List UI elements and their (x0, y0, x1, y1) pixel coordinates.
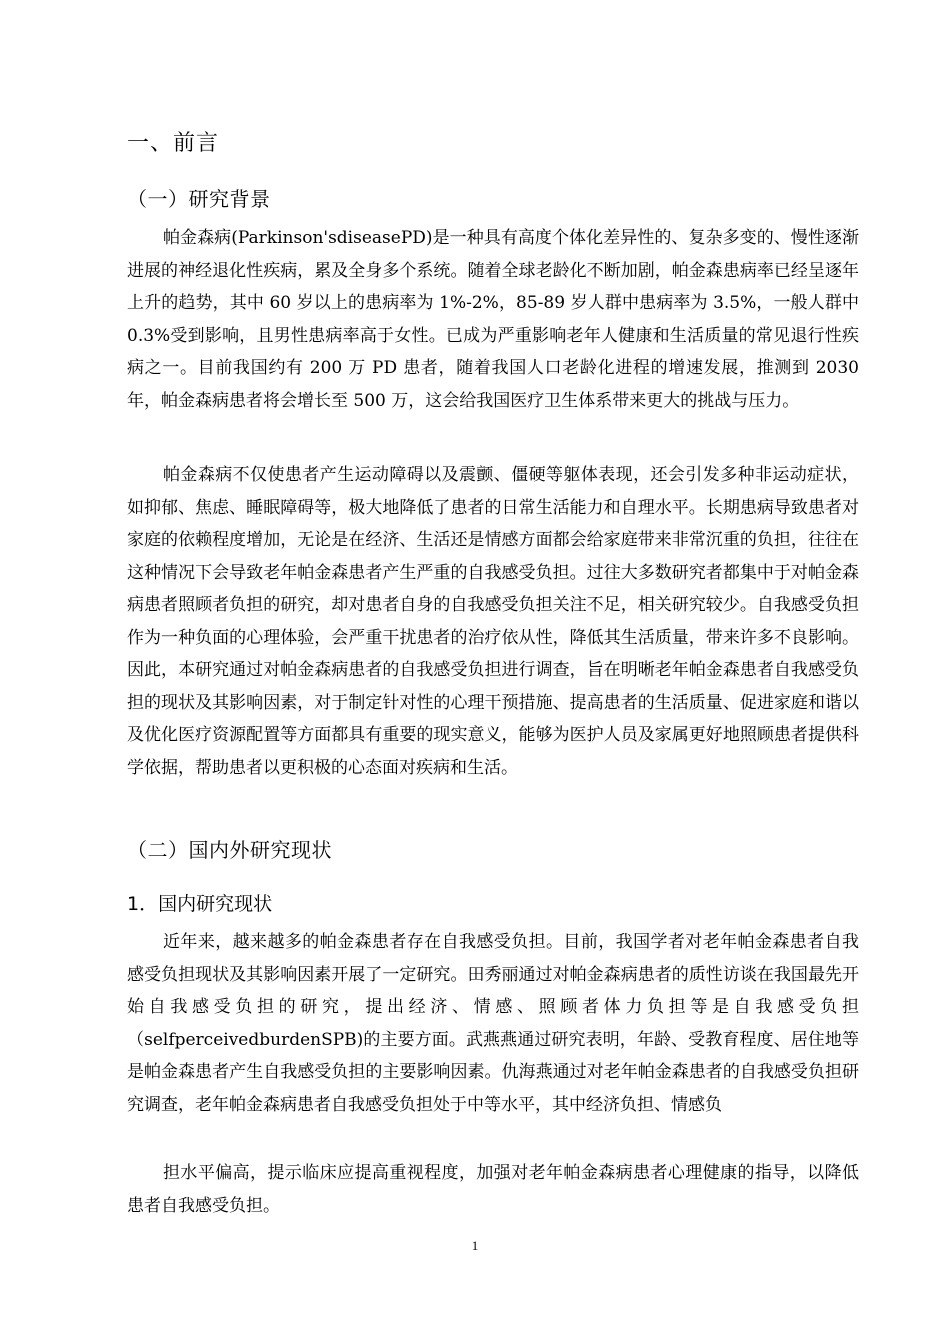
subsubsection-heading-domestic-status: 1．国内研究现状 (127, 893, 273, 915)
section-heading-preface: 一、前言 (127, 131, 220, 156)
paragraph-domestic-2: 担水平偏高，提示临床应提高重视程度，加强对老年帕金森病患者心理健康的指导，以降低患者自我感受负担。 (127, 1163, 859, 1216)
paragraph-background-2: 帕金森病不仅使患者产生运动障碍以及震颤、僵硬等躯体表现，还会引发多种非运动症状，如抑郁、焦虑、睡眠障碍等，极大地降低了患者的日常生活能力和自理水平。长期患病导致患者对家庭的依赖程度增加，无论是在经济、生活还是情感方面都会给家庭带来非常沉重的负担，往往在这种情况下会导致老年帕金森患者产生严重的自我感受负担。过往大多数研究者都集中于对帕金森病患者照顾者负担的研究，却对患者自身的自我感受负担关注不足，相关研究较少。自我感受负担作为一种负面的心理体验，会严重干扰患者的治疗依从性，降低其生活质量，带来许多不良影响。因此，本研究通过对帕金森病患者的自我感受负担进行调查，旨在明晰老年帕金森患者自我感受负担的现状及其影响因素，对于制定针对性的心理干预措施、提高患者的生活质量、促进家庭和谐以及优化医疗资源配置等方面都具有重要的现实意义，能够为医护人员及家属更好地照顾患者提供科学依据，帮助患者以更积极的心态面对疾病和生活。 (127, 465, 859, 778)
subsection-heading-research-background: （一）研究背景 (127, 187, 271, 211)
paragraph-domestic-1: 近年来，越来越多的帕金森患者存在自我感受负担。目前，我国学者对老年帕金森患者自我感受负担现状及其影响因素开展了一定研究。田秀丽通过对帕金森病患者的质性访谈在我国最先开始自我感受负担的研究，提出经济、情感、照顾者体力负担等是自我感受负担（selfperceivedburdenSPB)的主要方面。武燕燕通过研究表明，年龄、受教育程度、居住地等是帕金森患者产生自我感受负担的主要影响因素。仇海燕通过对老年帕金森患者的自我感受负担研究调查，老年帕金森病患者自我感受负担处于中等水平，其中经济负担、情感负 (127, 932, 859, 1115)
subsection-heading-research-status: （二）国内外研究现状 (127, 838, 332, 862)
paragraph-background-1: 帕金森病(Parkinson'sdiseasePD)是一种具有高度个体化差异性的、复杂多变的、慢性逐渐进展的神经退化性疾病，累及全身多个系统。随着全球老龄化不断加剧，帕金森患病率已经呈逐年上升的趋势，其中 60 岁以上的患病率为 1%-2%，85-89 岁人群中患病率为 3.5%，一般人群中 0.3%受到影响，且男性患病率高于女性。已成为严重影响老年人健康和生活质量的常见退行性疾病之一。目前我国约有 200 万 PD 患者，随着我国人口老龄化进程的增速发展，推测到 2030 年，帕金森病患者将会增长至 500 万，这会给我国医疗卫生体系带来更大的挑战与压力。 (127, 228, 859, 411)
page-number: 1 (471, 1238, 479, 1253)
